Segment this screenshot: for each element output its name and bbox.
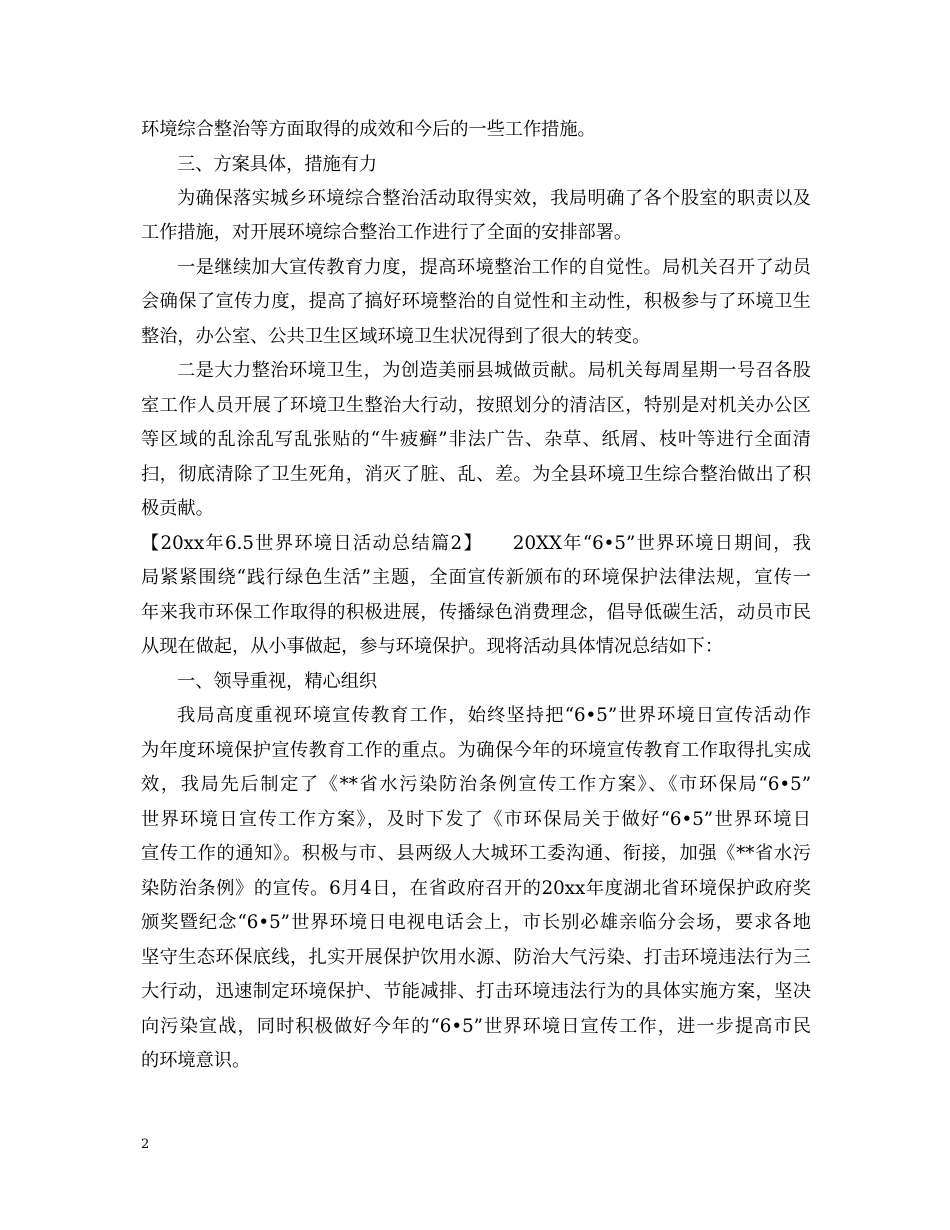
text-line: 工作措施，对开展环境综合整治工作进行了全面的安排部署。 bbox=[141, 222, 633, 243]
page-number: 2 bbox=[141, 1137, 150, 1152]
text-line: 环境综合整治等方面取得的成效和今后的一些工作措施。 bbox=[141, 119, 596, 140]
section-title: 【20xx年6.5世界环境日活动总结篇2】 20XX年“6•5”世界环境日期间，我 bbox=[141, 533, 811, 554]
text-line: 我局高度重视环境宣传教育工作，始终坚持把“6•5”世界环境日宣传活动作 bbox=[177, 705, 811, 726]
text-line: 从现在做起，从小事做起，参与环境保护。现将活动具体情况总结如下： bbox=[141, 636, 724, 657]
text-line: 局紧紧围绕“践行绿色生活”主题，全面宣传新颁布的环境保护法律法规，宣传一 bbox=[141, 567, 811, 588]
text-line: 极贡献。 bbox=[141, 498, 214, 519]
text-line: 整治，办公室、公共卫生区域环境卫生状况得到了很大的转变。 bbox=[141, 326, 651, 347]
text-line: 为确保落实城乡环境综合整治活动取得实效，我局明确了各个股室的职责以及 bbox=[177, 188, 811, 209]
text-line: 室工作人员开展了环境卫生整治大行动，按照划分的清洁区，特别是对机关办公区 bbox=[141, 395, 811, 416]
text-line: 为年度环境保护宣传教育工作的重点。为确保今年的环境宣传教育工作取得扎实成 bbox=[141, 740, 811, 761]
section-heading: 一、领导重视，精心组织 bbox=[177, 671, 378, 692]
text-line: 向污染宣战，同时积极做好今年的“6•5”世界环境日宣传工作，进一步提高市民 bbox=[141, 1016, 811, 1037]
text-line: 世界环境日宣传工作方案》，及时下发了《市环保局关于做好“6•5”世界环境日 bbox=[141, 809, 811, 830]
text-line: 一是继续加大宣传教育力度，提高环境整治工作的自觉性。局机关召开了动员 bbox=[177, 257, 811, 278]
section-heading: 三、方案具体，措施有力 bbox=[177, 154, 378, 175]
text-line: 坚守生态环保底线，扎实开展保护饮用水源、防治大气污染、打击环境违法行为三 bbox=[141, 947, 811, 968]
text-line: 扫，彻底清除了卫生死角，消灭了脏、乱、差。为全县环境卫生综合整治做出了积 bbox=[141, 464, 811, 485]
text-line: 颁奖暨纪念“6•5”世界环境日电视电话会上，市长别必雄亲临分会场，要求各地 bbox=[141, 912, 811, 933]
text-line: 年来我市环保工作取得的积极进展，传播绿色消费理念，倡导低碳生活，动员市民 bbox=[141, 602, 811, 623]
text-line: 会确保了宣传力度，提高了搞好环境整治的自觉性和主动性，积极参与了环境卫生 bbox=[141, 291, 811, 312]
text-line: 效，我局先后制定了《**省水污染防治条例宣传工作方案》、《市环保局“6•5” bbox=[141, 774, 811, 795]
text-line: 大行动，迅速制定环境保护、节能减排、打击环境违法行为的具体实施方案，坚决 bbox=[141, 981, 811, 1002]
text-line: 宣传工作的通知》。积极与市、县两级人大城环工委沟通、衔接，加强《**省水污 bbox=[141, 843, 811, 864]
text-line: 的环境意识。 bbox=[141, 1050, 251, 1071]
text-line: 染防治条例》的宣传。6月4日，在省政府召开的20xx年度湖北省环境保护政府奖 bbox=[141, 878, 811, 899]
text-line: 等区域的乱涂乱写乱张贴的“牛疲癣”非法广告、杂草、纸屑、枝叶等进行全面清 bbox=[141, 429, 811, 450]
text-line: 二是大力整治环境卫生，为创造美丽县城做贡献。局机关每周星期一号召各股 bbox=[177, 360, 811, 381]
